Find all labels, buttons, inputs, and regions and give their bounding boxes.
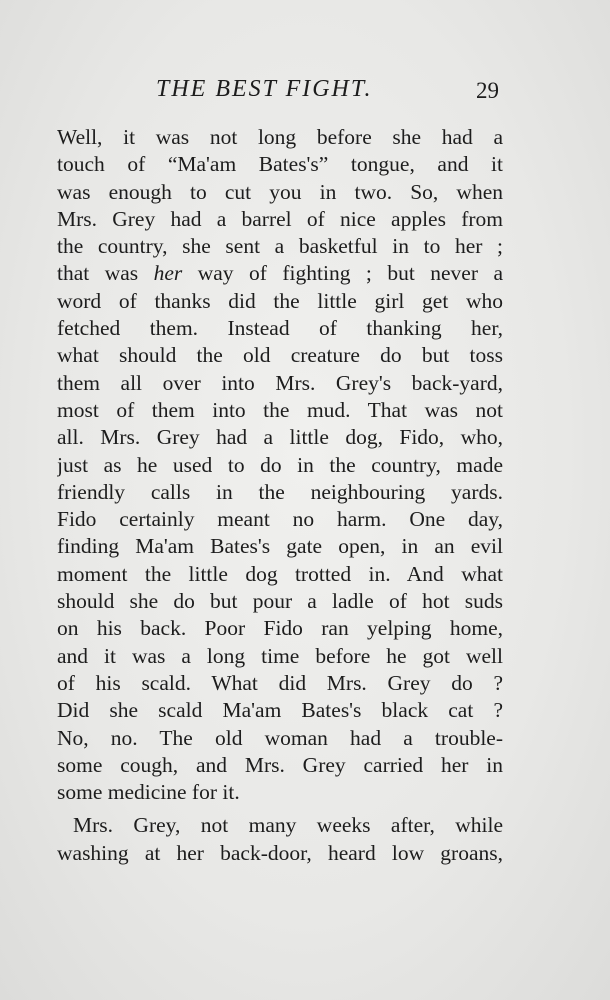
text-line: [57, 533, 503, 560]
text-run: them all over into Mrs. Grey's back-yard,: [57, 370, 503, 395]
emphasis-text: her: [153, 261, 183, 286]
text-run: finding Ma'am Bates's gate open, in an evil: [57, 534, 503, 559]
text-line: [57, 206, 503, 233]
text-run: that was: [57, 261, 154, 286]
text-run: friendly calls in the neighbouring yards.: [57, 479, 503, 504]
text-line: [57, 424, 503, 451]
text-line: [57, 452, 503, 479]
text-run: of his scald. What did Mrs. Grey do ?: [57, 670, 503, 695]
text-run: Mrs. Grey, not many weeks after, while: [73, 813, 503, 838]
paragraph: [57, 812, 503, 867]
body-text: [57, 124, 503, 867]
text-line: [57, 779, 503, 806]
text-run: and it was a long time before he got well: [57, 643, 503, 668]
text-line: [57, 643, 503, 670]
paragraph: [57, 124, 503, 806]
text-run: way of fighting ; but never a: [182, 261, 503, 286]
text-run: all. Mrs. Grey had a little dog, Fido, who,: [57, 425, 503, 450]
text-line: [57, 725, 503, 752]
text-run: should she do but pour a ladle of hot suds: [57, 589, 503, 614]
text-run: just as he used to do in the country, made: [57, 452, 503, 477]
text-line: [57, 179, 503, 206]
text-line: [57, 840, 503, 867]
text-line: [57, 506, 503, 533]
page-header: [0, 74, 610, 110]
text-run: washing at her back-door, heard low groans,: [57, 840, 503, 865]
text-run: fetched them. Instead of thanking her,: [57, 316, 503, 341]
text-line: [57, 615, 503, 642]
page-number: 29: [476, 78, 499, 103]
text-line: [57, 561, 503, 588]
text-run: on his back. Poor Fido ran yelping home,: [57, 616, 503, 641]
text-line: [57, 752, 503, 779]
text-run: was enough to cut you in two. So, when: [57, 179, 503, 204]
text-run: some medicine for it.: [57, 780, 240, 805]
text-run: Well, it was not long before she had a: [57, 125, 503, 149]
text-line: [57, 697, 503, 724]
text-run: Did she scald Ma'am Bates's black cat ?: [57, 698, 503, 723]
text-line: [57, 233, 503, 260]
text-run: touch of “Ma'am Bates's” tongue, and it: [57, 152, 503, 177]
text-line: [57, 342, 503, 369]
text-run: Mrs. Grey had a barrel of nice apples from: [57, 206, 503, 231]
text-line: [57, 397, 503, 424]
text-run: what should the old creature do but toss: [57, 343, 503, 368]
text-line: [57, 812, 503, 839]
text-line: [57, 124, 503, 151]
text-line: [57, 588, 503, 615]
text-line: [57, 670, 503, 697]
text-line: [57, 260, 503, 287]
text-line: [57, 479, 503, 506]
text-line: [57, 370, 503, 397]
text-run: moment the little dog trotted in. And what: [57, 561, 503, 586]
running-title: THE BEST FIGHT.: [156, 76, 373, 102]
text-line: [57, 315, 503, 342]
text-line: [57, 151, 503, 178]
text-run: most of them into the mud. That was not: [57, 397, 503, 422]
text-run: word of thanks did the little girl get who: [57, 288, 503, 313]
text-run: No, no. The old woman had a trouble-: [57, 725, 503, 750]
text-run: the country, she sent a basketful in to her ;: [57, 234, 503, 259]
text-line: [57, 288, 503, 315]
text-run: some cough, and Mrs. Grey carried her in: [57, 752, 503, 777]
text-run: Fido certainly meant no harm. One day,: [57, 507, 503, 532]
